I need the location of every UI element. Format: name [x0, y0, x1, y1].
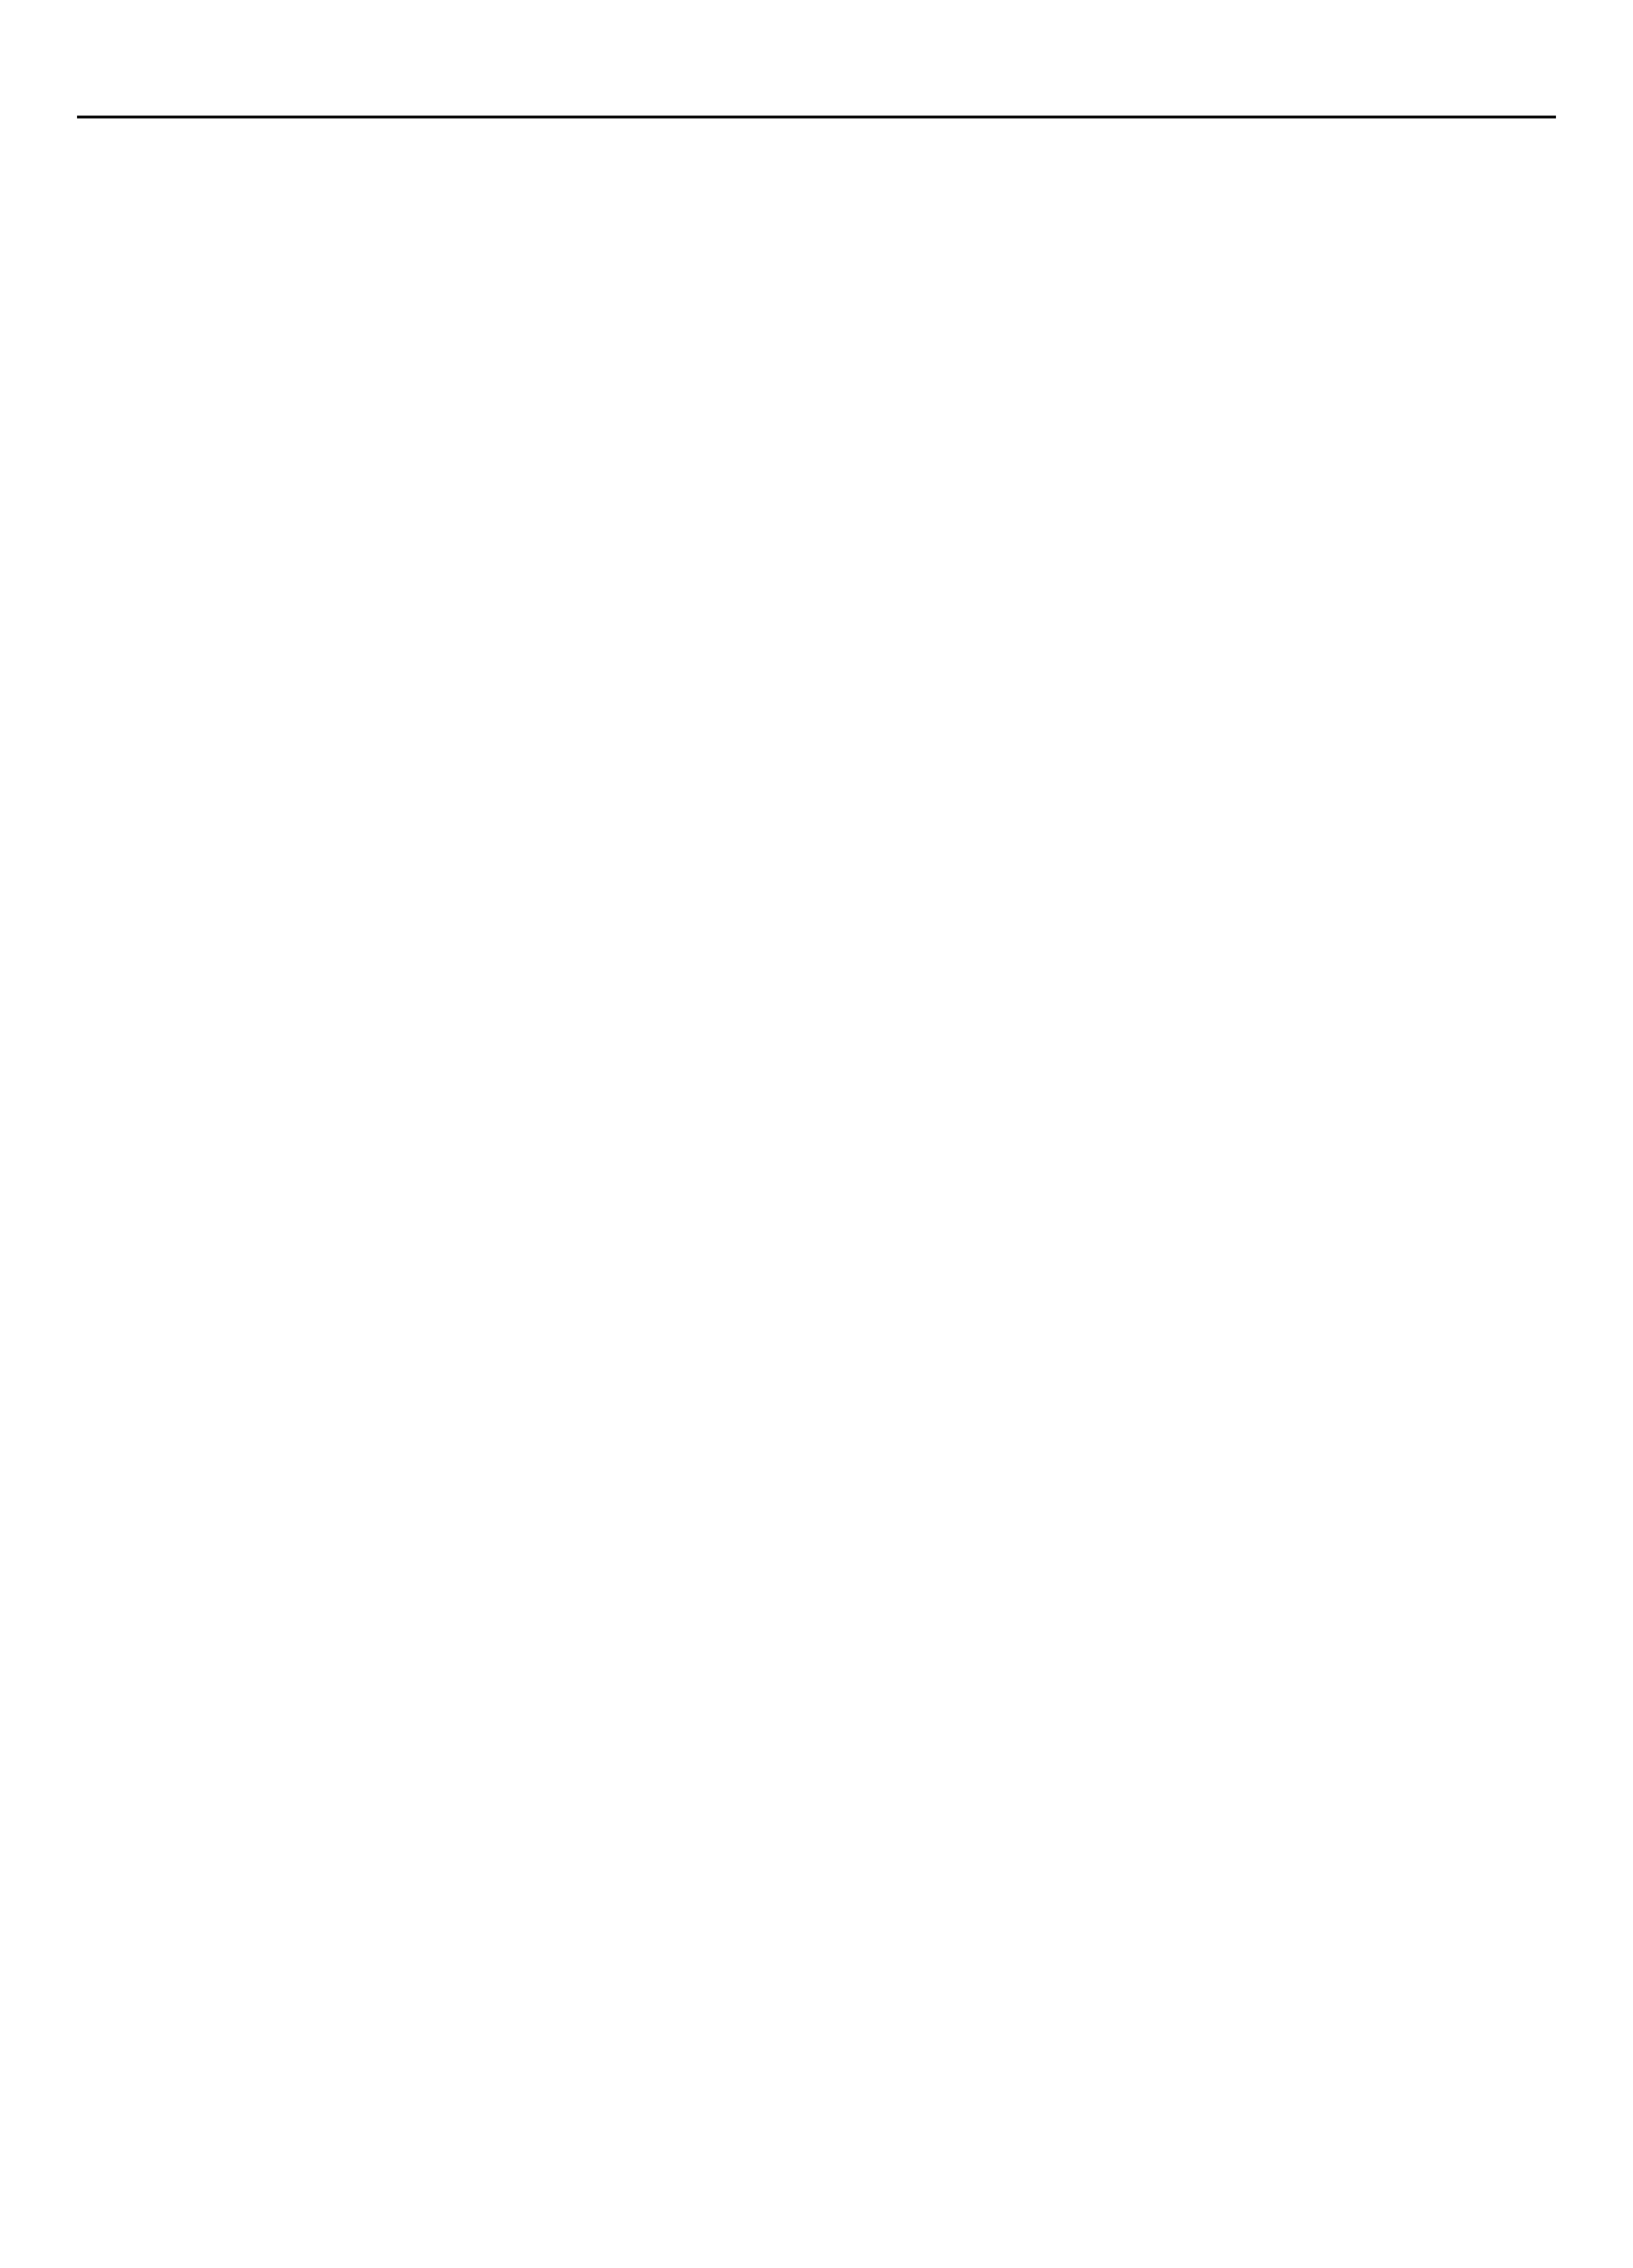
column-3: [684, 130, 982, 2225]
masthead: [77, 43, 1556, 118]
column-4: [997, 130, 1266, 2225]
newspaper-page: [77, 43, 1556, 2229]
column-2: [371, 130, 669, 2225]
column-5: [1281, 130, 1556, 2225]
column-1: [77, 130, 356, 2225]
page-body: [77, 130, 1556, 2225]
